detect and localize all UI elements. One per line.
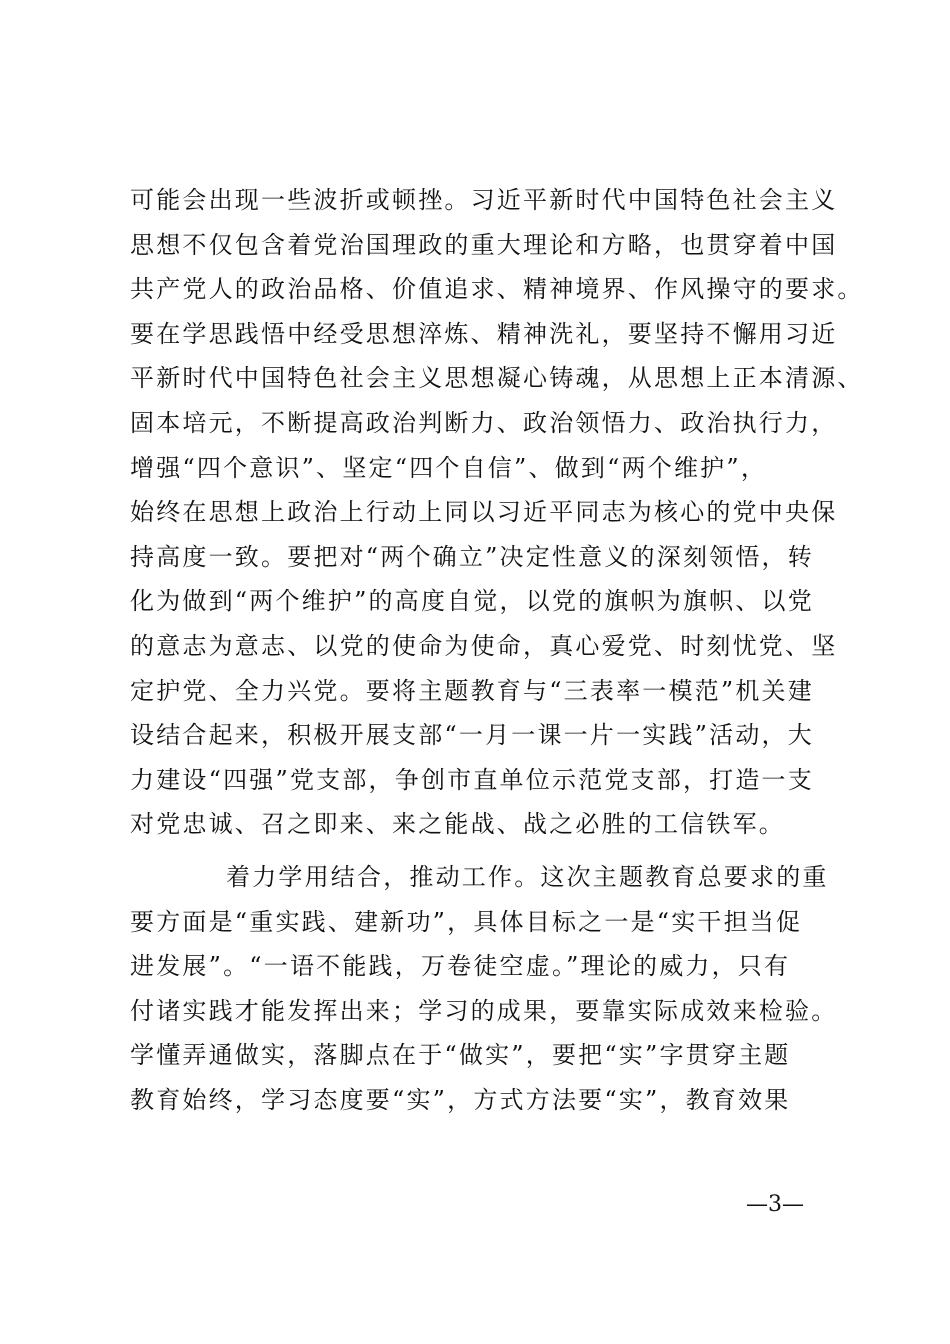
text-line: 共产党人的政治品格、价值追求、精神境界、作风操守的要求。 — [130, 275, 864, 304]
text-line: 可能会出现一些波折或顿挫。习近平新时代中国特色社会主义 — [130, 186, 838, 214]
text-line: 始终在思想上政治上行动上同以习近平同志为核心的党中央保 — [130, 498, 838, 527]
text-line: 要方面是“重实践、建新功”，具体目标之一是“实干担当促 — [130, 907, 803, 936]
text-line: 平新时代中国特色社会主义思想凝心铸魂，从思想上正本清源、 — [130, 364, 864, 393]
text-line: 进发展”。“一语不能践，万卷徒空虚。”理论的威力，只有 — [130, 952, 791, 981]
text-line: 定护党、全力兴党。要将主题教育与“三表率一模范”机关建 — [130, 676, 814, 705]
text-line: 化为做到“两个维护”的高度自觉，以党的旗帜为旗帜、以党 — [130, 587, 814, 616]
section-heading-line: 着力学用结合，推动工作。这次主题教育总要求的重 — [226, 862, 829, 891]
text-line: 持高度一致。要把对“两个确立”决定性意义的深刻领悟，转 — [130, 542, 814, 571]
page-number: —3— — [746, 1192, 804, 1217]
text-line: 固本培元，不断提高政治判断力、政治领悟力、政治执行力， — [130, 408, 838, 437]
text-line: 对党忠诚、召之即来、来之能战、战之必胜的工信铁军。 — [130, 810, 785, 839]
text-line: 要在学思践悟中经受思想淬炼、精神洗礼，要坚持不懈用习近 — [130, 319, 838, 348]
text-line: 思想不仅包含着党治国理政的重大理论和方略，也贯穿着中国 — [130, 230, 838, 259]
text-line: 增强“四个意识”、坚定“四个自信”、做到“两个维护”， — [130, 453, 768, 482]
text-line: 的意志为意志、以党的使命为使命，真心爱党、时刻忧党、坚 — [130, 631, 838, 660]
text-line: 学懂弄通做实，落脚点在于“做实”，要把“实”字贯穿主题 — [130, 1041, 791, 1070]
text-line: 付诸实践才能发挥出来；学习的成果，要靠实际成效来检验。 — [130, 996, 838, 1025]
body-text — [130, 178, 864, 1122]
text-line: 力建设“四强”党支部，争创市直单位示范党支部，打造一支 — [130, 765, 814, 794]
text-line: 教育始终，学习态度要“实”，方式方法要“实”，教育效果 — [130, 1085, 791, 1114]
text-line: 设结合起来，积极开展支部“一月一课一片一实践”活动，大 — [130, 721, 814, 750]
